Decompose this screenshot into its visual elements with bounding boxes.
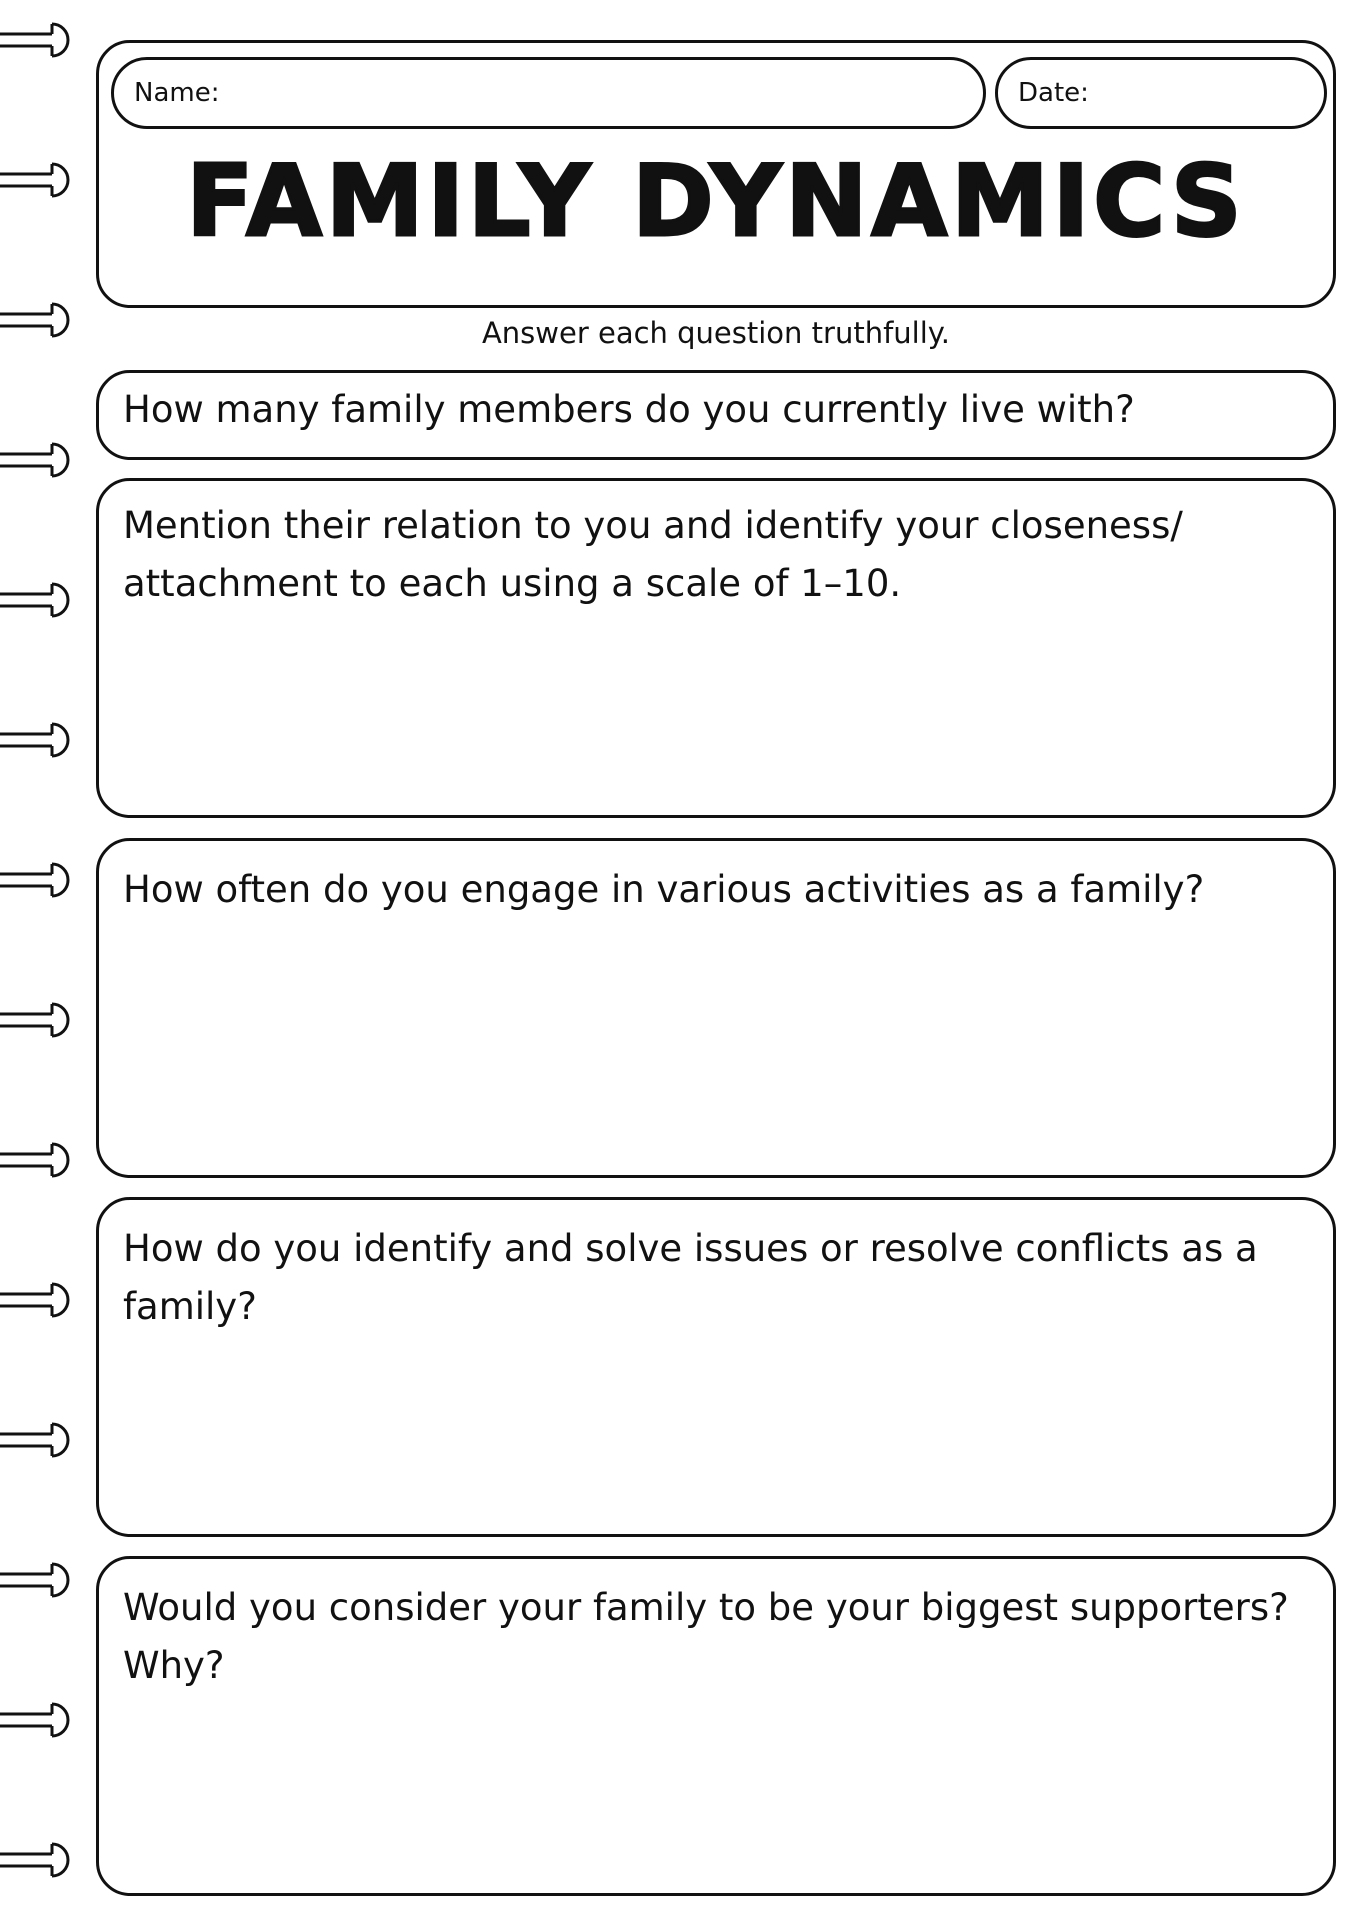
question-text: How often do you engage in various activities as a family? bbox=[123, 868, 1205, 911]
question-box-2[interactable] bbox=[96, 478, 1336, 818]
binding-ring-icon bbox=[0, 20, 78, 60]
binding-ring-icon bbox=[0, 1700, 78, 1740]
instruction-text: Answer each question truthfully. bbox=[481, 316, 951, 350]
date-label: Date: bbox=[1018, 78, 1089, 108]
binding-ring-icon bbox=[0, 1000, 78, 1040]
question-box-1[interactable] bbox=[96, 370, 1336, 460]
binding-ring-icon bbox=[0, 1840, 78, 1880]
binding-ring-icon bbox=[0, 580, 78, 620]
binding-ring-icon bbox=[0, 300, 78, 340]
binding-ring-icon bbox=[0, 440, 78, 480]
binding-ring-icon bbox=[0, 1560, 78, 1600]
binding-ring-icon bbox=[0, 720, 78, 760]
binding-ring-icon bbox=[0, 160, 78, 200]
question-box-4[interactable] bbox=[96, 1197, 1336, 1537]
question-text: How do you identify and solve issues or resolve conflicts as a family? bbox=[123, 1227, 1258, 1328]
question-box-5[interactable] bbox=[96, 1556, 1336, 1896]
page-title: FAMILY DYNAMICS bbox=[186, 145, 1246, 259]
binding-ring-icon bbox=[0, 1420, 78, 1460]
question-text: Mention their relation to you and identify your closeness/ attachment to each using a scale of 1–10. bbox=[123, 504, 1183, 605]
binding-ring-icon bbox=[0, 1280, 78, 1320]
header-card bbox=[96, 40, 1336, 308]
name-field[interactable] bbox=[111, 57, 986, 129]
date-field[interactable] bbox=[995, 57, 1327, 129]
question-box-3[interactable] bbox=[96, 838, 1336, 1178]
binding-ring-icon bbox=[0, 860, 78, 900]
question-text: Would you consider your family to be your biggest supporters? Why? bbox=[123, 1586, 1289, 1687]
name-label: Name: bbox=[134, 78, 220, 108]
binding-ring-icon bbox=[0, 1140, 78, 1180]
question-text: How many family members do you currently live with? bbox=[123, 388, 1135, 431]
